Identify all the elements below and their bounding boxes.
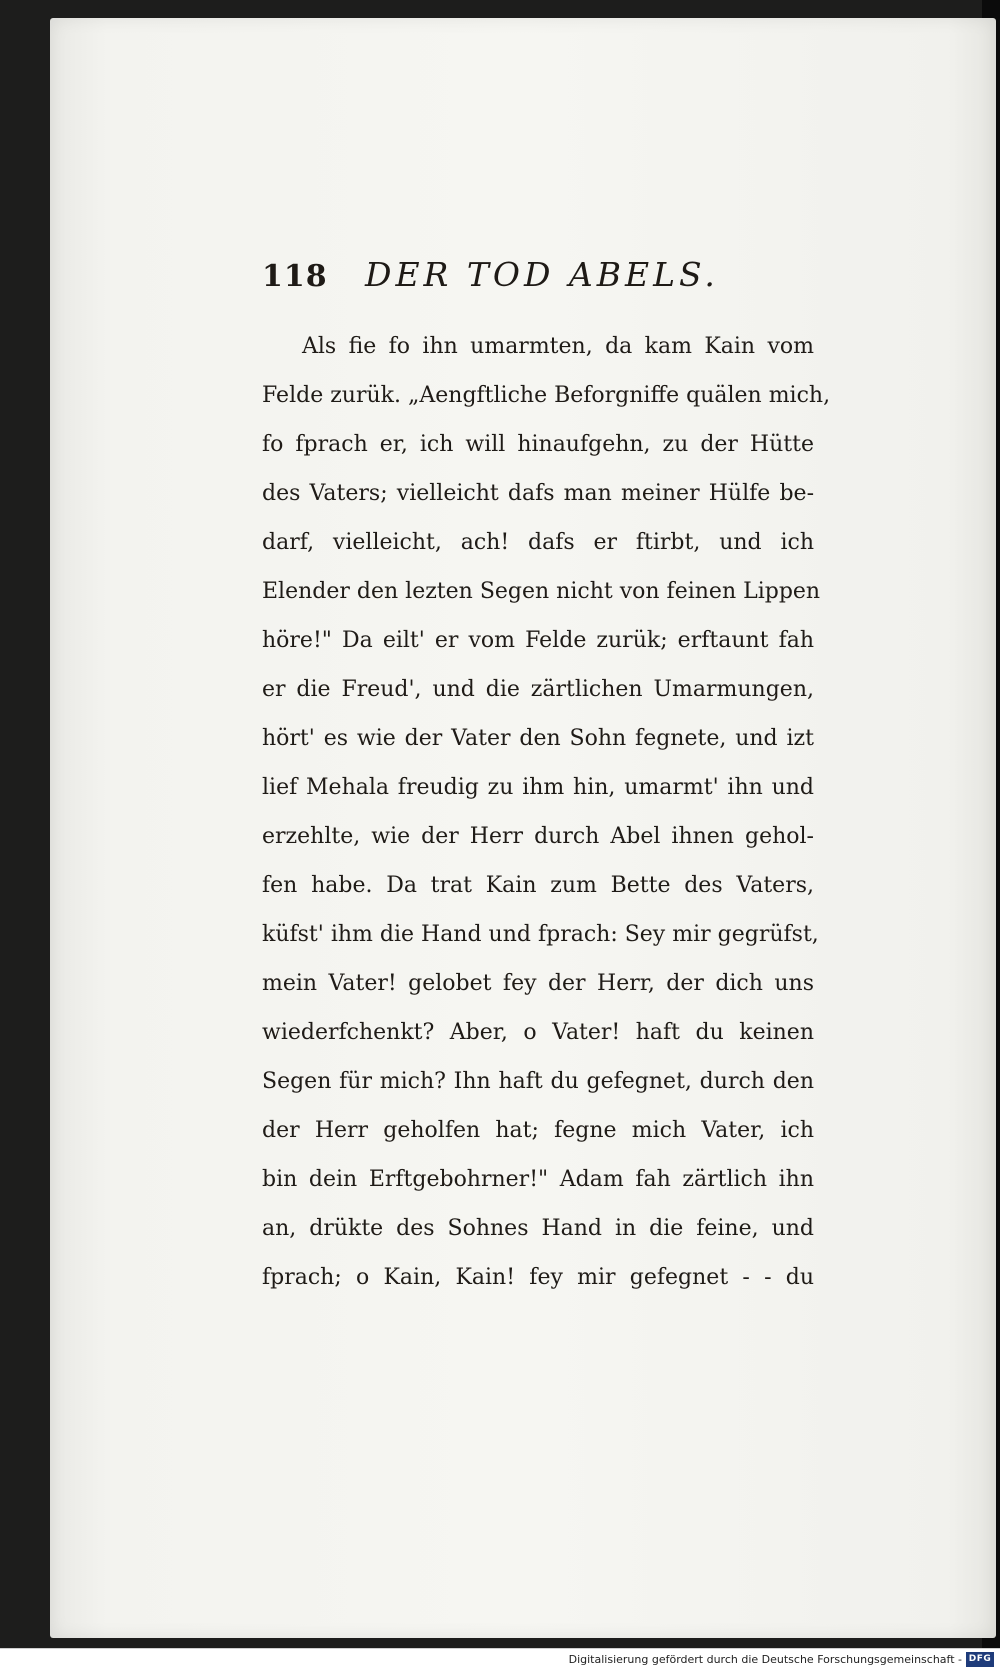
text-line: mein Vater! gelobet fey der Herr, der dich uns	[262, 971, 814, 996]
text-line: hört' es wie der Vater den Sohn fegnete, und izt	[262, 726, 814, 751]
body-text	[262, 322, 831, 1302]
text-line: fen habe. Da trat Kain zum Bette des Vaters,	[262, 873, 814, 898]
text-line: an, drükte des Sohnes Hand in die feine, und	[262, 1216, 814, 1241]
text-line: fprach; o Kain, Kain! fey mir gefegnet - - du	[262, 1265, 814, 1290]
text-line: Elender den lezten Segen nicht von feinen Lippen	[262, 579, 821, 604]
text-line: Als fie fo ihn umarmten, da kam Kain vom	[302, 334, 814, 359]
text-line: erzehlte, wie der Herr durch Abel ihnen gehol-	[262, 824, 814, 849]
text-line: lief Mehala freudig zu ihm hin, umarmt' ihn und	[262, 775, 814, 800]
text-line: der Herr geholfen hat; fegne mich Vater, ich	[262, 1118, 814, 1143]
footer-bar	[0, 1648, 1000, 1673]
text-line: er die Freud', und die zärtlichen Umarmungen,	[262, 677, 814, 702]
text-line: Segen für mich? Ihn haft du gefegnet, durch den	[262, 1069, 814, 1094]
text-line: Felde zurük. „Aengftliche Beforgniffe quälen mich,	[262, 383, 831, 408]
text-line: wiederfchenkt? Aber, o Vater! haft du keinen	[262, 1020, 814, 1045]
text-line: darf, vielleicht, ach! dafs er ftirbt, und ich	[262, 530, 814, 555]
running-title: DER TOD ABELS.	[365, 255, 719, 294]
text-line: küfst' ihm die Hand und fprach: Sey mir gegrüfst,	[262, 922, 819, 947]
text-line: höre!" Da eilt' er vom Felde zurük; erftaunt fah	[262, 628, 814, 653]
text-line: bin dein Erftgebohrner!" Adam fah zärtlich ihn	[262, 1167, 814, 1192]
text-line: fo fprach er, ich will hinaufgehn, zu der Hütte	[262, 432, 814, 457]
text-line: des Vaters; vielleicht dafs man meiner Hülfe be-	[262, 481, 814, 506]
funding-credit: Digitalisierung gefördert durch die Deutsche Forschungsgemeinschaft -	[568, 1653, 962, 1666]
dfg-logo-icon: DFG	[966, 1652, 994, 1667]
page-number: 118	[262, 259, 328, 294]
page-header	[262, 255, 822, 305]
